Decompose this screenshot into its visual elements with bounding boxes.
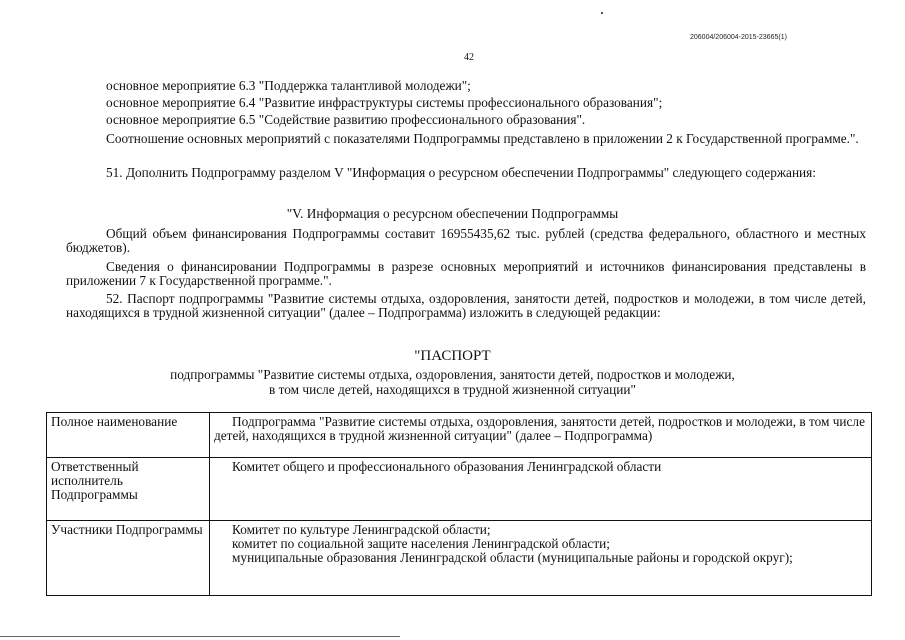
row-label-responsible: Ответственный исполнитель Подпрограммы [47,458,210,521]
paragraph-event-6-5: основное мероприятие 6.5 "Содействие развитию профессионального образования". [106,112,586,127]
table-row [47,521,872,596]
passport-title: "ПАСПОРТ [414,348,491,364]
row-value-participants [210,521,872,596]
passport-subtitle [0,367,905,397]
responsible-text: Комитет общего и профессионального образования Ленинградской области [232,459,662,474]
paragraph-funding-total: Общий объем финансирования Подпрограммы составит 16955435,62 тыс. рублей (средства федерального, областного и местных бюджетов). [66,226,866,255]
passport-subtitle-line-1: подпрограммы "Развитие системы отдыха, оздоровления, занятости детей, подростков и молодежи, [170,367,735,382]
passport-table [46,412,872,596]
row-label-participants: Участники Подпрограммы [47,521,210,596]
page-number: 42 [464,52,474,63]
participant-line: Комитет по культуре Ленинградской области; [232,522,491,537]
paragraph-correlation: Соотношение основных мероприятий с показателями Подпрограммы представлено в приложении 2 к Государственной программе.". [106,131,859,146]
participant-line: муниципальные образования Ленинградской области (муниципальные районы и городской округ); [232,550,793,565]
full-name-text: Подпрограмма "Развитие системы отдыха, оздоровления, занятости детей, подростков и молодежи, в том числе детей, находящихся в трудной жизненной ситуации" (далее – Подпрограмма) [214,414,865,443]
row-label-full-name: Полное наименование [47,413,210,458]
table-row [47,413,872,458]
paragraph-item-52: 52. Паспорт подпрограммы "Развитие системы отдыха, оздоровления, занятости детей, подростков и молодежи, в том числе детей, находящихся в трудной жизненной ситуации" (далее – Подпрограмма) изложить в следующей редакции: [66,291,866,320]
scan-artifact-dot [601,12,603,14]
passport-subtitle-line-2: в том числе детей, находящихся в трудной жизненной ситуации" [269,382,636,397]
row-value-full-name [210,413,872,458]
paragraph-item-51: 51. Дополнить Подпрограмму разделом V "Информация о ресурсном обеспечении Подпрограммы" следующего содержания: [106,165,816,180]
participant-line: комитет по социальной защите населения Ленинградской области; [232,536,610,551]
section-v-heading: "V. Информация о ресурсном обеспечении Подпрограммы [286,206,619,221]
table-row [47,458,872,521]
paragraph-funding-details: Сведения о финансировании Подпрограммы в разрезе основных мероприятий и источников финансирования представлены в приложении 7 к Государственной программе.". [66,259,866,288]
row-value-responsible [210,458,872,521]
paragraph-event-6-3: основное мероприятие 6.3 "Поддержка талантливой молодежи"; [106,78,471,93]
document-id: 206004/206004-2015-23665(1) [690,34,787,41]
scan-artifact-line [0,636,400,637]
paragraph-event-6-4: основное мероприятие 6.4 "Развитие инфраструктуры системы профессионального образования"; [106,95,663,110]
